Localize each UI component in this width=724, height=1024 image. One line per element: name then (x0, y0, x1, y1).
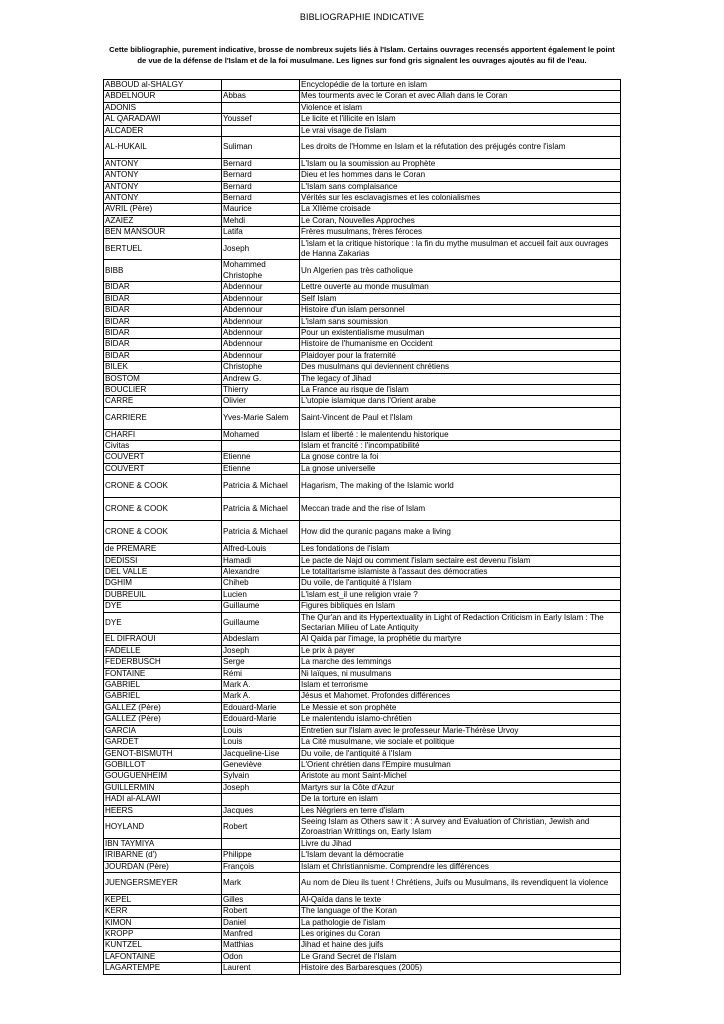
author-cell: DYE (104, 612, 222, 634)
table-row (104, 158, 621, 169)
title-cell: Histoire des Barbaresques (2005) (300, 963, 621, 974)
first-name-cell: Abdennour (222, 339, 300, 350)
table-row (104, 373, 621, 384)
author-cell: CRONE & COOK (104, 521, 222, 544)
title-cell: Pour un existentialisme musulman (300, 327, 621, 338)
first-name-cell: Geneviève (222, 759, 300, 770)
title-cell: L'Islam devant la démocratie (300, 850, 621, 861)
title-cell: Le Coran, Nouvelles Approches (300, 215, 621, 226)
author-cell: BIDAR (104, 339, 222, 350)
table-row (104, 555, 621, 566)
title-cell: Le vrai visage de l'islam (300, 125, 621, 136)
title-cell: La Cité musulmane, vie sociale et politique (300, 737, 621, 748)
table-row (104, 805, 621, 816)
author-cell: de PREMARE (104, 544, 222, 555)
bibliography-body (104, 80, 621, 975)
first-name-cell: Jacqueline-Lise (222, 748, 300, 759)
table-row (104, 872, 621, 894)
table-row (104, 452, 621, 463)
title-cell: The language of the Koran (300, 906, 621, 917)
table-row (104, 645, 621, 656)
title-cell: Islam et francité : l'incompatibilité (300, 440, 621, 451)
table-row (104, 963, 621, 974)
author-cell: IBN TAYMIYA (104, 838, 222, 849)
author-cell: ABBOUD al-SHALGY (104, 80, 222, 91)
author-cell: KIMON (104, 917, 222, 928)
author-cell: BOSTOM (104, 373, 222, 384)
table-row (104, 861, 621, 872)
first-name-cell: Etienne (222, 463, 300, 474)
first-name-cell: Edouard-Marie (222, 702, 300, 713)
author-cell: FEDERBUSCH (104, 657, 222, 668)
table-row (104, 293, 621, 304)
table-row (104, 316, 621, 327)
table-row (104, 350, 621, 361)
first-name-cell: Latifa (222, 227, 300, 238)
first-name-cell: Mark (222, 872, 300, 894)
author-cell: KERR (104, 906, 222, 917)
title-cell: Plaidoyer pour la fraternité (300, 350, 621, 361)
title-cell: Islam et Christiannisme. Comprendre les différences (300, 861, 621, 872)
title-cell: Histoire de l'humanisme en Occident (300, 339, 621, 350)
table-row (104, 407, 621, 429)
first-name-cell: Christophe (222, 362, 300, 373)
author-cell: DEDISSI (104, 555, 222, 566)
title-cell: Le pacte de Najd ou comment l'islam sectaire est devenu l'islam (300, 555, 621, 566)
author-cell: DYE (104, 601, 222, 612)
first-name-cell: Manfred (222, 928, 300, 939)
table-row (104, 475, 621, 498)
author-cell: CRONE & COOK (104, 475, 222, 498)
title-cell: La marche des lemmings (300, 657, 621, 668)
title-cell: Du voile, de l'antiquité à l'Islam (300, 578, 621, 589)
author-cell: ANTONY (104, 193, 222, 204)
author-cell: FONTAINE (104, 668, 222, 679)
author-cell: BIDAR (104, 282, 222, 293)
author-cell: KROPP (104, 928, 222, 939)
table-row (104, 305, 621, 316)
title-cell: Les Négriers en terre d'islam (300, 805, 621, 816)
first-name-cell: Serge (222, 657, 300, 668)
author-cell: IRIBARNE (d') (104, 850, 222, 861)
first-name-cell (222, 80, 300, 91)
first-name-cell: Maurice (222, 204, 300, 215)
title-cell: Ni laïques, ni musulmans (300, 668, 621, 679)
title-cell: La pathologie de l'islam (300, 917, 621, 928)
table-row (104, 850, 621, 861)
title-cell: Au nom de Dieu ils tuent ! Chrétiens, Juifs ou Musulmans, ils revendiquent la violence (300, 872, 621, 894)
table-row (104, 114, 621, 125)
title-cell: Seeing Islam as Others saw it : A survey and Evaluation of Christian, Jewish and Zoroastrian Writtings on, Early Islam (300, 816, 621, 838)
title-cell: Le prix à payer (300, 645, 621, 656)
title-cell: Les fondations de l'islam (300, 544, 621, 555)
title-cell: Self Islam (300, 293, 621, 304)
table-row (104, 794, 621, 805)
table-row (104, 440, 621, 451)
first-name-cell: Matthias (222, 940, 300, 951)
author-cell: ABDELNOUR (104, 91, 222, 102)
first-name-cell: Louis (222, 725, 300, 736)
title-cell: De la torture en islam (300, 794, 621, 805)
first-name-cell: Mark A. (222, 680, 300, 691)
table-row (104, 170, 621, 181)
author-cell: GENOT-BISMUTH (104, 748, 222, 759)
title-cell: Aristote au mont Saint-Michel (300, 771, 621, 782)
table-row (104, 102, 621, 113)
author-cell: BIDAR (104, 293, 222, 304)
author-cell: GALLEZ (Père) (104, 702, 222, 713)
title-cell: Vérités sur les esclavagismes et les colonialismes (300, 193, 621, 204)
table-row (104, 612, 621, 634)
table-row (104, 429, 621, 440)
author-cell: BEN MANSOUR (104, 227, 222, 238)
table-row (104, 227, 621, 238)
title-cell: Le totalitarisme islamiste à l'assaut des démocraties (300, 567, 621, 578)
author-cell: DUBREUIL (104, 589, 222, 600)
table-row (104, 339, 621, 350)
table-row (104, 238, 621, 260)
first-name-cell: Guillaume (222, 612, 300, 634)
table-row (104, 940, 621, 951)
title-cell: Entretien sur l'Islam avec le professeur Marie-Thérèse Urvoy (300, 725, 621, 736)
author-cell: GABRIEL (104, 691, 222, 702)
title-cell: L'islam est_il une religion vraie ? (300, 589, 621, 600)
table-row (104, 737, 621, 748)
first-name-cell: Abdennour (222, 293, 300, 304)
author-cell: EL DIFRAOUI (104, 634, 222, 645)
first-name-cell: Rémi (222, 668, 300, 679)
first-name-cell: Abdeslam (222, 634, 300, 645)
first-name-cell: Andrew G. (222, 373, 300, 384)
author-cell: CHARFI (104, 429, 222, 440)
title-cell: L'Islam sans complaisance (300, 181, 621, 192)
author-cell: GALLEZ (Père) (104, 714, 222, 725)
first-name-cell: Bernard (222, 158, 300, 169)
table-row (104, 327, 621, 338)
author-cell: JOURDAN (Père) (104, 861, 222, 872)
table-row (104, 680, 621, 691)
author-cell: HEERS (104, 805, 222, 816)
title-cell: Violence et islam (300, 102, 621, 113)
first-name-cell: Patricia & Michael (222, 521, 300, 544)
first-name-cell: Joseph (222, 645, 300, 656)
title-cell: L'Islam ou la soumission au Prophète (300, 158, 621, 169)
first-name-cell: Abdennour (222, 327, 300, 338)
author-cell: AVRIL (Père) (104, 204, 222, 215)
author-cell: ALCADER (104, 125, 222, 136)
table-row (104, 498, 621, 521)
first-name-cell: Mohamed (222, 429, 300, 440)
first-name-cell: Patricia & Michael (222, 498, 300, 521)
table-row (104, 282, 621, 293)
table-row (104, 181, 621, 192)
title-cell: Al Qaida par l'image, la prophétie du martyre (300, 634, 621, 645)
table-row (104, 125, 621, 136)
first-name-cell: Alfred-Louis (222, 544, 300, 555)
author-cell: LAFONTAINE (104, 951, 222, 962)
title-cell: L'Orient chrétien dans l'Empire musulman (300, 759, 621, 770)
title-cell: Al-Qaïda dans le texte (300, 894, 621, 905)
first-name-cell: Abdennour (222, 282, 300, 293)
table-row (104, 634, 621, 645)
author-cell: BIDAR (104, 327, 222, 338)
table-row (104, 928, 621, 939)
author-cell: KUNTZEL (104, 940, 222, 951)
author-cell: BERTUEL (104, 238, 222, 260)
table-row (104, 80, 621, 91)
table-row (104, 951, 621, 962)
first-name-cell: Yves-Marie Salem (222, 407, 300, 429)
first-name-cell: Laurent (222, 963, 300, 974)
title-cell: Jésus et Mahomet. Profondes différences (300, 691, 621, 702)
first-name-cell: Jacques (222, 805, 300, 816)
first-name-cell: Abbas (222, 91, 300, 102)
table-row (104, 260, 621, 282)
first-name-cell: Mark A. (222, 691, 300, 702)
title-cell: Le licite et l'illicite en Islam (300, 114, 621, 125)
title-cell: Du voile, de l'antiquité à l'Islam (300, 748, 621, 759)
first-name-cell: Bernard (222, 181, 300, 192)
title-cell: L'utopie islamique dans l'Orient arabe (300, 396, 621, 407)
author-cell: HADI al-ALAWI (104, 794, 222, 805)
first-name-cell: Gilles (222, 894, 300, 905)
table-row (104, 601, 621, 612)
table-row (104, 521, 621, 544)
author-cell: GOBILLOT (104, 759, 222, 770)
title-cell: Le Messie et son prophète (300, 702, 621, 713)
table-row (104, 714, 621, 725)
first-name-cell: Robert (222, 906, 300, 917)
page-title: BIBLIOGRAPHIE INDICATIVE (299, 12, 425, 22)
table-row (104, 215, 621, 226)
table-row (104, 567, 621, 578)
table-row (104, 668, 621, 679)
title-cell: Islam et terrorisme (300, 680, 621, 691)
table-row (104, 906, 621, 917)
title-cell: Livre du Jihad (300, 838, 621, 849)
author-cell: GARDET (104, 737, 222, 748)
first-name-cell: Etienne (222, 452, 300, 463)
first-name-cell: Suliman (222, 137, 300, 159)
title-cell: La XIIème croisade (300, 204, 621, 215)
author-cell: Civitas (104, 440, 222, 451)
first-name-cell: François (222, 861, 300, 872)
first-name-cell: Odon (222, 951, 300, 962)
first-name-cell (222, 838, 300, 849)
title-cell: La gnose contre la foi (300, 452, 621, 463)
author-cell: ANTONY (104, 170, 222, 181)
table-row (104, 204, 621, 215)
table-row (104, 759, 621, 770)
first-name-cell: Bernard (222, 193, 300, 204)
author-cell: HOYLAND (104, 816, 222, 838)
intro-paragraph: Cette bibliographie, purement indicative, brosse de nombreux sujets liés à l'Islam. Certains ouvrages recensés apportent également le point de vue de la défense de l'Islam et de la foi musulmane. Les lignes sur fond gris signalent les ouvrages ajoutés au fil de l'eau. (109, 45, 615, 65)
title-cell: Encyclopédie de la torture en islam (300, 80, 621, 91)
title-cell: The Qur'an and its Hypertextuality in Light of Redaction Criticism in Early Islam : The Sectarian Milieu of Late Antiquity (300, 612, 621, 634)
title-cell: L'islam et la critique historique : la fin du mythe musulman et accueil fait aux ouvrages de Hanna Zakarias (300, 238, 621, 260)
author-cell: ADONIS (104, 102, 222, 113)
table-row (104, 816, 621, 838)
table-row (104, 748, 621, 759)
title-cell: L'islam sans soumission (300, 316, 621, 327)
title-cell: Hagarism, The making of the Islamic world (300, 475, 621, 498)
first-name-cell: Mehdi (222, 215, 300, 226)
table-row (104, 544, 621, 555)
author-cell: AZAIEZ (104, 215, 222, 226)
author-cell: COUVERT (104, 452, 222, 463)
title-cell: Un Algerien pas très catholique (300, 260, 621, 282)
first-name-cell: Alexandre (222, 567, 300, 578)
first-name-cell: Patricia & Michael (222, 475, 300, 498)
title-cell: Jihad et haine des juifs (300, 940, 621, 951)
table-row (104, 782, 621, 793)
table-row (104, 838, 621, 849)
first-name-cell: Thierry (222, 384, 300, 395)
first-name-cell: Joseph (222, 238, 300, 260)
author-cell: FADELLE (104, 645, 222, 656)
first-name-cell: Chiheb (222, 578, 300, 589)
author-cell: BILEK (104, 362, 222, 373)
title-cell: Islam et liberté : le malentendu historique (300, 429, 621, 440)
table-row (104, 362, 621, 373)
author-cell: AL QARADAWI (104, 114, 222, 125)
first-name-cell (222, 102, 300, 113)
first-name-cell: Guillaume (222, 601, 300, 612)
author-cell: BOUCLIER (104, 384, 222, 395)
bibliography-table (103, 79, 621, 975)
title-cell: Saint-Vincent de Paul et l'Islam (300, 407, 621, 429)
title-cell: La gnose universelle (300, 463, 621, 474)
author-cell: GABRIEL (104, 680, 222, 691)
title-cell: Dieu et les hommes dans le Coran (300, 170, 621, 181)
author-cell: LAGARTEMPE (104, 963, 222, 974)
title-cell: Des musulmans qui deviennent chrétiens (300, 362, 621, 373)
author-cell: BIDAR (104, 316, 222, 327)
title-cell: Le malentendu islamo-chrétien (300, 714, 621, 725)
author-cell: CRONE & COOK (104, 498, 222, 521)
table-row (104, 771, 621, 782)
author-cell: DGHIM (104, 578, 222, 589)
first-name-cell: Abdennour (222, 305, 300, 316)
first-name-cell: Sylvain (222, 771, 300, 782)
first-name-cell: Edouard-Marie (222, 714, 300, 725)
table-row (104, 396, 621, 407)
title-cell: Les origines du Coran (300, 928, 621, 939)
first-name-cell: Philippe (222, 850, 300, 861)
first-name-cell: Olivier (222, 396, 300, 407)
first-name-cell (222, 440, 300, 451)
author-cell: ANTONY (104, 181, 222, 192)
first-name-cell (222, 794, 300, 805)
first-name-cell: Louis (222, 737, 300, 748)
author-cell: BIDAR (104, 305, 222, 316)
first-name-cell: Joseph (222, 782, 300, 793)
title-cell: Figures bibliques en Islam (300, 601, 621, 612)
title-cell: How did the quranic pagans make a living (300, 521, 621, 544)
author-cell: CARRE (104, 396, 222, 407)
title-cell: Le Grand Secret de l'Islam (300, 951, 621, 962)
first-name-cell: Bernard (222, 170, 300, 181)
table-row (104, 725, 621, 736)
author-cell: COUVERT (104, 463, 222, 474)
first-name-cell: Daniel (222, 917, 300, 928)
first-name-cell: Robert (222, 816, 300, 838)
title-cell: Meccan trade and the rise of Islam (300, 498, 621, 521)
table-row (104, 193, 621, 204)
title-cell: Histoire d'un islam personnel (300, 305, 621, 316)
table-row (104, 384, 621, 395)
author-cell: DEL VALLE (104, 567, 222, 578)
author-cell: ANTONY (104, 158, 222, 169)
title-cell: Martyrs sur la Côte d'Azur (300, 782, 621, 793)
first-name-cell: Mohammed Christophe (222, 260, 300, 282)
author-cell: BIDAR (104, 350, 222, 361)
table-row (104, 894, 621, 905)
author-cell: BIBB (104, 260, 222, 282)
first-name-cell: Lucien (222, 589, 300, 600)
table-row (104, 91, 621, 102)
first-name-cell: Abdennour (222, 350, 300, 361)
first-name-cell: Youssef (222, 114, 300, 125)
title-cell: Lettre ouverte au monde musulman (300, 282, 621, 293)
author-cell: KEPEL (104, 894, 222, 905)
author-cell: GOUGUENHEIM (104, 771, 222, 782)
title-cell: Frères musulmans, frères féroces (300, 227, 621, 238)
table-row (104, 463, 621, 474)
title-cell: Mes tourments avec le Coran et avec Allah dans le Coran (300, 91, 621, 102)
table-row (104, 578, 621, 589)
author-cell: JUENGERSMEYER (104, 872, 222, 894)
first-name-cell: Abdennour (222, 316, 300, 327)
table-row (104, 589, 621, 600)
author-cell: GUILLERMIN (104, 782, 222, 793)
table-row (104, 137, 621, 159)
first-name-cell (222, 125, 300, 136)
table-row (104, 702, 621, 713)
title-cell: The legacy of Jihad (300, 373, 621, 384)
first-name-cell: Hamadi (222, 555, 300, 566)
author-cell: AL-HUKAIL (104, 137, 222, 159)
title-cell: La France au risque de l'islam (300, 384, 621, 395)
author-cell: GARCIA (104, 725, 222, 736)
table-row (104, 657, 621, 668)
title-cell: Les droits de l'Homme en Islam et la réfutation des préjugés contre l'islam (300, 137, 621, 159)
author-cell: CARRIERE (104, 407, 222, 429)
table-row (104, 917, 621, 928)
table-row (104, 691, 621, 702)
